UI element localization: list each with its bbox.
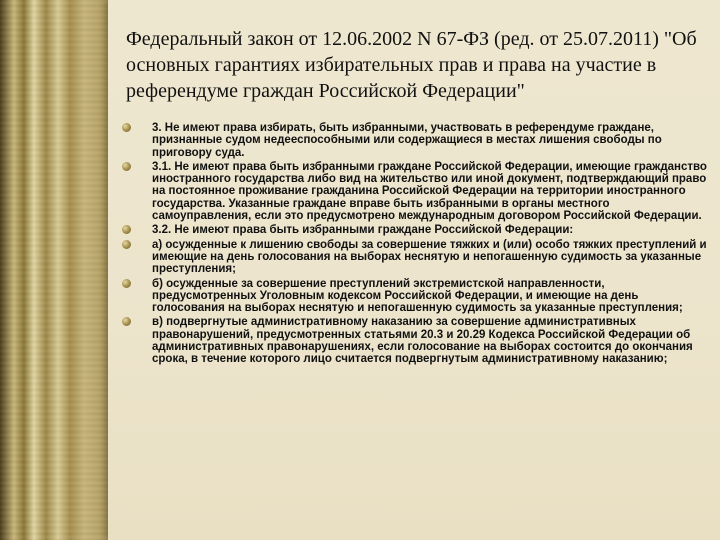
list-item	[122, 278, 710, 315]
bullet-icon	[122, 317, 131, 326]
bullet-list	[122, 122, 710, 368]
list-item-text: б) осужденные за совершение преступлений экстремистской направленности, предусмотренных Уголовным кодексом Российской Федерации, и имеющие на день голосования на выборах неснятую и непогашенную судимость за указанные преступления;	[152, 277, 683, 315]
list-item-text: в) подвергнутые административному наказанию за совершение административных правонарушений, предусмотренных статьями 20.3 и 20.29 Кодекса Российской Федерации об административных правонарушениях, если голосование на выборах состоится до окончания срока, в течение которого лицо считается подвергнутым административному наказанию;	[152, 316, 693, 366]
list-item-text: 3.2. Не имеют права быть избранными граждане Российской Федерации:	[152, 224, 574, 237]
list-item	[122, 122, 710, 159]
bullet-icon	[122, 225, 131, 234]
list-item	[122, 161, 710, 222]
slide-title: Федеральный закон от 12.06.2002 N 67-ФЗ (ред. от 25.07.2011) "Об основных гарантиях избирательных прав и права на участие в референдуме граждан Российской Федерации"	[126, 28, 697, 102]
bullet-icon	[122, 162, 131, 171]
bullet-icon	[122, 240, 131, 249]
content-panel	[108, 0, 720, 540]
list-item-text: 3. Не имеют права избирать, быть избранными, участвовать в референдуме граждане, признанные судом недееспособными или содержащиеся в местах лишения свободы по приговору суда.	[152, 122, 662, 159]
list-item	[122, 316, 710, 365]
list-item-text: 3.1. Не имеют права быть избранными граждане Российской Федерации, имеющие гражданство иностранного государства либо вид на жительство или иной документ, подтверждающий право на постоянное проживание гражданина Российской Федерации на территории иностранного государства. Указанные граждане вправе быть избранными в органы местного самоуправления, если это предусмотрено международным договором Российской Федерации.	[152, 160, 707, 223]
list-item	[122, 224, 710, 236]
bullet-icon	[122, 123, 131, 132]
list-item-text: а) осужденные к лишению свободы за совершение тяжких и (или) особо тяжких преступлений и имеющие на день голосования на выборах неснятую и непогашенную судимость за указанные преступления;	[152, 238, 707, 276]
bullet-icon	[122, 279, 131, 288]
list-item	[122, 239, 710, 276]
